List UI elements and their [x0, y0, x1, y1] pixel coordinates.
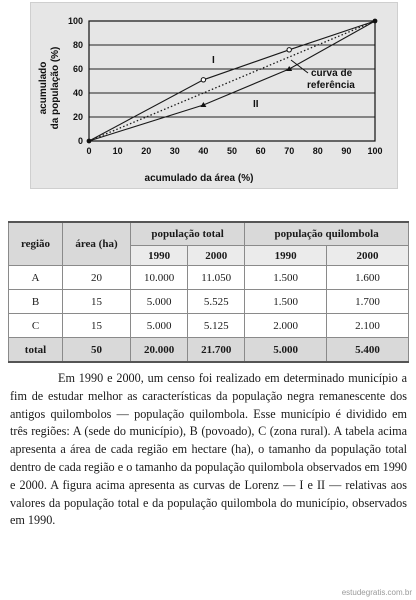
cell-area: 15	[63, 314, 131, 338]
lorenz-chart	[30, 2, 398, 189]
y-tick-label: 100	[67, 16, 83, 26]
cell-pt2000: 5.525	[188, 290, 245, 314]
table-row	[9, 266, 409, 290]
x-tick-label: 60	[255, 146, 266, 156]
x-tick-label: 90	[341, 146, 352, 156]
header-pop-quilombola: população quilombola	[245, 222, 409, 246]
problem-paragraph: Em 1990 e 2000, um censo foi realizado em determinado município a fim de estudar melhor as características da população negra remanescente dos antigos quilombolos — população quilombola. Esse município é dividido em três regiões: A (sede do município), B (povoado), C (zona rural). A tabela acima apresenta a área de cada região em hectare (ha), o tamanho da população total dentro de cada região e o tamanho da população quilombola observados em 1990 e 2000. A figura acima apresenta as curvas de Lorenz — I e II — relativas aos valores da população total e da população quilombola do município, observados em 1990.	[10, 371, 407, 528]
table-row	[9, 290, 409, 314]
cell-area: 50	[63, 338, 131, 363]
cell-pq1990: 1.500	[245, 290, 327, 314]
cell-regiao: total	[9, 338, 63, 363]
y-tick-label: 60	[72, 64, 83, 74]
table-row	[9, 314, 409, 338]
cell-pt2000: 5.125	[188, 314, 245, 338]
cell-pt2000: 11.050	[188, 266, 245, 290]
reference-label-line2: referência	[307, 80, 355, 91]
end-point	[373, 19, 378, 24]
cell-pt1990: 5.000	[131, 314, 188, 338]
y-tick-label: 20	[72, 112, 83, 122]
y-axis-label-line1: acumulado	[38, 61, 49, 115]
curve-II-label: II	[253, 99, 259, 110]
table-total-row	[9, 338, 409, 363]
cell-regiao: A	[9, 266, 63, 290]
source-watermark: estudegratis.com.br	[341, 588, 412, 597]
cell-regiao: C	[9, 314, 63, 338]
x-tick-label: 20	[141, 146, 152, 156]
lorenz-chart-svg	[31, 3, 397, 188]
census-table	[8, 221, 409, 363]
y-tick-label: 40	[72, 88, 83, 98]
cell-pq2000: 5.400	[327, 338, 409, 363]
x-tick-label: 0	[86, 146, 92, 156]
header-year: 2000	[327, 246, 409, 266]
cell-pq1990: 1.500	[245, 266, 327, 290]
origin-point	[87, 139, 92, 144]
cell-pq2000: 1.700	[327, 290, 409, 314]
y-tick-label: 0	[77, 136, 83, 146]
x-tick-label: 40	[198, 146, 209, 156]
cell-pt2000: 21.700	[188, 338, 245, 363]
header-year: 2000	[188, 246, 245, 266]
x-tick-label: 100	[367, 146, 383, 156]
header-year: 1990	[245, 246, 327, 266]
data-point	[287, 48, 291, 52]
cell-area: 15	[63, 290, 131, 314]
cell-pt1990: 10.000	[131, 266, 188, 290]
header-regiao: região	[9, 222, 63, 266]
cell-pt1990: 20.000	[131, 338, 188, 363]
curve-I-label: I	[212, 55, 215, 66]
cell-pq2000: 1.600	[327, 266, 409, 290]
data-point	[201, 78, 205, 82]
cell-pt1990: 5.000	[131, 290, 188, 314]
x-tick-label: 10	[112, 146, 123, 156]
y-axis-label-line2: da população (%)	[50, 46, 61, 130]
cell-pq2000: 2.100	[327, 314, 409, 338]
cell-regiao: B	[9, 290, 63, 314]
x-axis-label: acumulado da área (%)	[144, 173, 254, 184]
x-tick-label: 50	[226, 146, 238, 156]
y-tick-label: 80	[72, 40, 83, 50]
x-tick-label: 80	[312, 146, 323, 156]
cell-area: 20	[63, 266, 131, 290]
x-tick-label: 70	[284, 146, 295, 156]
cell-pq1990: 2.000	[245, 314, 327, 338]
header-pop-total: população total	[131, 222, 245, 246]
header-area: área (ha)	[63, 222, 131, 266]
reference-label-line1: curva de	[311, 68, 353, 79]
table-header-row	[9, 222, 409, 246]
header-year: 1990	[131, 246, 188, 266]
cell-pq1990: 5.000	[245, 338, 327, 363]
x-tick-label: 30	[169, 146, 180, 156]
